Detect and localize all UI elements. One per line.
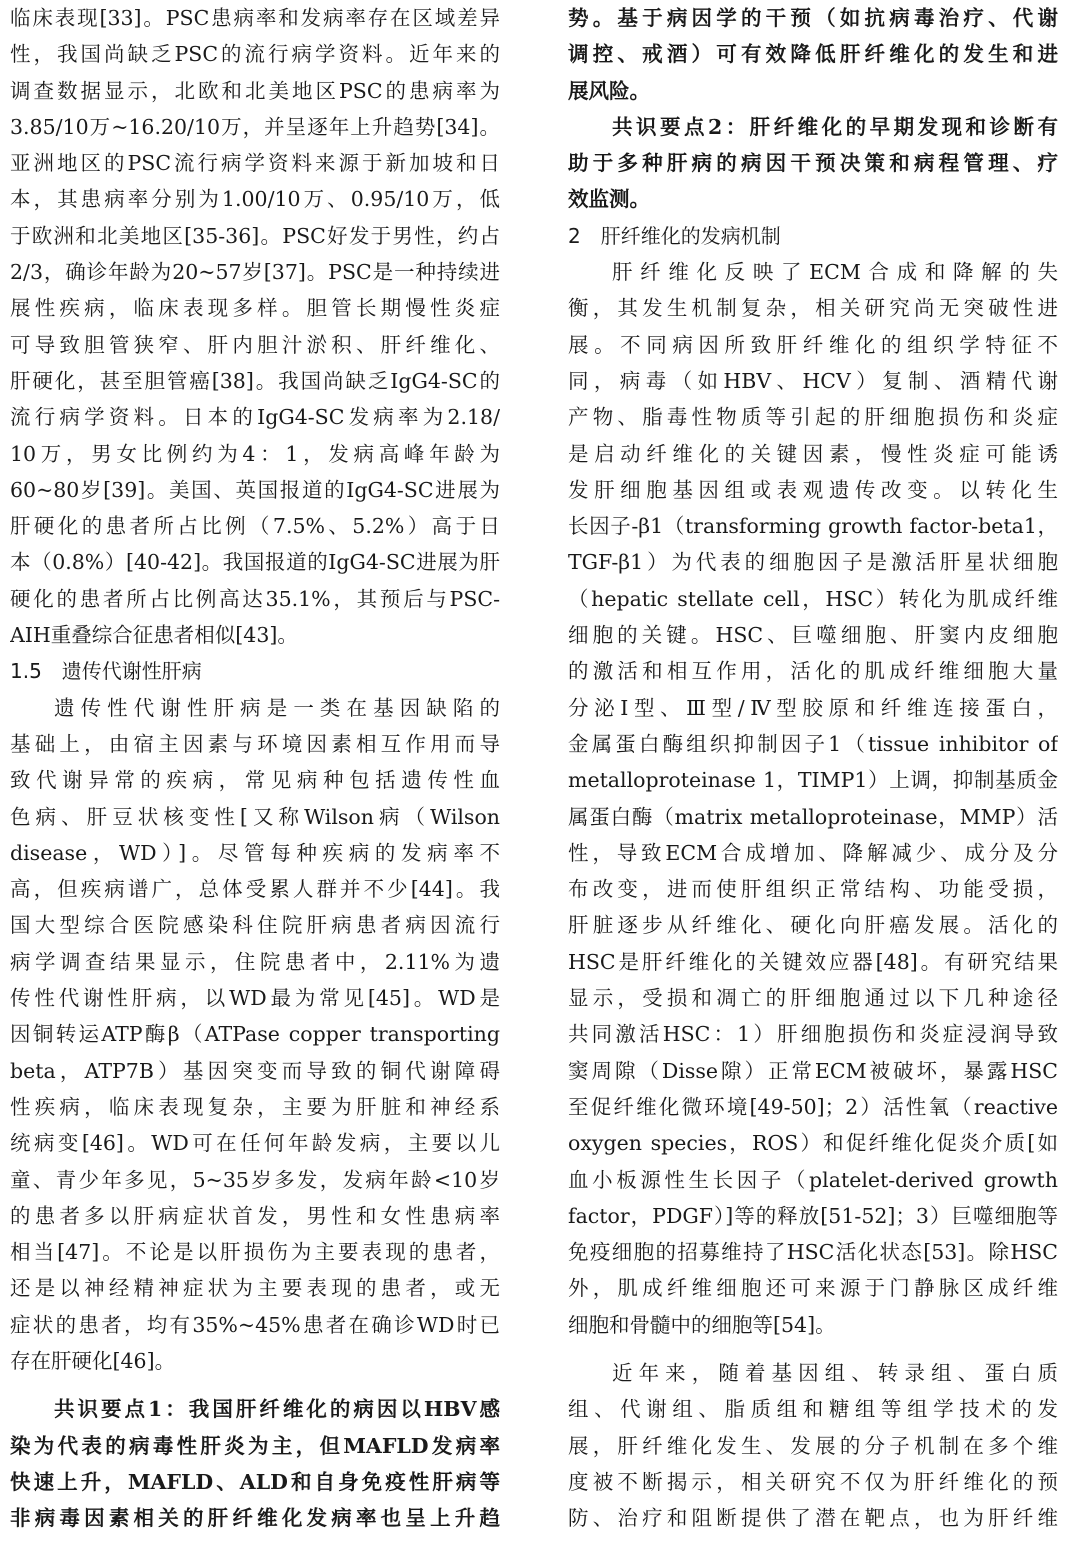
text-line: 分泌Ⅰ型、Ⅲ型/Ⅳ型胶原和纤维连接蛋白， (568, 695, 1058, 720)
text-line: 10万，男女比例约为4：1，发病高峰年龄为 (10, 441, 500, 466)
text-line: 外，肌成纤维细胞还可来源于门静脉区成纤维 (568, 1276, 1058, 1301)
text-line: 属蛋白酶（matrix metalloproteinase，MMP）活 (568, 804, 1058, 829)
text-line: 于欧洲和北美地区[35-36]。PSC好发于男性，约占 (10, 223, 500, 248)
text-line: 展，肝纤维化发生、发展的分子机制在多个维 (568, 1433, 1058, 1458)
text-line: 遗传性代谢性肝病是一类在基因缺陷的 (54, 695, 500, 720)
text-line: 可导致胆管狭窄、肝内胆汁淤积、肝纤维化、 (10, 332, 500, 357)
text-line: 3.85/10万~16.20/10万，并呈逐年上升趋势[34]。 (10, 114, 500, 139)
right-column (568, 0, 1058, 1536)
text-line: 近年来，随着基因组、转录组、蛋白质 (612, 1360, 1058, 1385)
text-line: 存在肝硬化[46]。 (10, 1348, 176, 1373)
consensus-point-1: 势。基于病因学的干预（如抗病毒治疗、代谢 (568, 6, 1058, 30)
text-line: 防、治疗和阻断提供了潜在靶点，也为肝纤维 (568, 1506, 1058, 1531)
text-line: 基础上，由宿主因素与环境因素相互作用而导 (10, 731, 500, 756)
text-line: 调查数据显示，北欧和北美地区PSC的患病率为 (10, 78, 500, 103)
text-line: 显示，受损和凋亡的肝细胞通过以下几种途径 (568, 986, 1058, 1011)
text-line: 产物、脂毒性物质等引起的肝细胞损伤和炎症 (568, 405, 1058, 430)
text-line: 症状的患者，均有35%~45%患者在确诊WD时已 (10, 1312, 500, 1337)
text-line: 同，病毒（如HBV、HCV）复制、酒精代谢 (568, 368, 1058, 393)
text-line: beta，ATP7B）基因突变而导致的铜代谢障碍 (10, 1058, 500, 1083)
text-line: 细胞和骨髓中的细胞等[54]。 (568, 1312, 836, 1337)
text-line: 病学调查结果显示，住院患者中，2.11%为遗 (10, 949, 500, 974)
text-line: AIH重叠综合征患者相似[43]。 (10, 623, 298, 648)
text-line: 肝硬化的患者所占比例（7.5%、5.2%）高于日 (10, 514, 500, 539)
text-line: metalloproteinase 1，TIMP1）上调，抑制基质金 (568, 768, 1058, 793)
text-line: oxygen species，ROS）和促纤维化促炎介质[如 (568, 1131, 1058, 1156)
text-line: 至促纤维化微环境[49-50]；2）活性氧（reactive (568, 1094, 1058, 1119)
spacer (568, 1343, 1058, 1355)
text-line: 发肝细胞基因组或表观遗传改变。以转化生 (568, 477, 1058, 502)
text-line: 性，导致ECM合成增加、降解减少、成分及分 (568, 840, 1058, 865)
text-line: 硬化的患者所占比例高达35.1%，其预后与PSC- (10, 586, 500, 611)
text-line: 肝硬化，甚至胆管癌[38]。我国尚缺乏IgG4-SC的 (10, 368, 500, 393)
consensus-point-1: 快速上升，MAFLD、ALD和自身免疫性肝病等 (10, 1469, 500, 1494)
consensus-point-1: 调控、戒酒）可有效降低肝纤维化的发生和进 (568, 42, 1058, 67)
text-line: 肝纤维化反映了ECM合成和降解的失 (612, 260, 1058, 285)
text-line: 亚洲地区的PSC流行病学资料来源于新加坡和日 (10, 151, 500, 176)
text-line: 金属蛋白酶组织抑制因子1（tissue inhibitor of (568, 731, 1058, 756)
text-line: 的患者多以肝病症状首发，男性和女性患病率 (10, 1203, 500, 1228)
text-line: 展。不同病因所致肝纤维化的组织学特征不 (568, 332, 1058, 357)
text-line: 肝脏逐步从纤维化、硬化向肝癌发展。活化的 (568, 913, 1058, 938)
text-line: 60~80岁[39]。美国、英国报道的IgG4-SC进展为 (10, 477, 500, 502)
text-line: 性疾病，临床表现复杂，主要为肝脏和神经系 (10, 1094, 500, 1119)
left-column (10, 0, 500, 1536)
spacer (10, 1379, 500, 1391)
consensus-point-1: 展风险。 (568, 78, 650, 103)
text-line: 高，但疾病谱广，总体受累人群并不少[44]。我 (10, 877, 500, 902)
text-line: 本（0.8%）[40-42]。我国报道的IgG4-SC进展为肝 (10, 550, 500, 575)
consensus-point-2: 共识要点2：肝纤维化的早期发现和诊断有 (612, 114, 1058, 139)
text-line: 组、代谢组、脂质组和糖组等组学技术的发 (568, 1397, 1058, 1422)
consensus-point-1: 非病毒因素相关的肝纤维化发病率也呈上升趋 (10, 1506, 500, 1531)
text-line: 性，我国尚缺乏PSC的流行病学资料。近年来的 (10, 42, 500, 67)
text-line: 本，其患病率分别为1.00/10万、0.95/10万，低 (10, 187, 500, 212)
text-line: 还是以神经精神症状为主要表现的患者，或无 (10, 1276, 500, 1301)
consensus-point-1: 染为代表的病毒性肝炎为主，但MAFLD发病率 (10, 1433, 500, 1458)
text-line: 传性代谢性肝病，以WD最为常见[45]。WD是 (10, 986, 500, 1011)
text-line: 窦周隙（Disse隙）正常ECM被破坏，暴露HSC (568, 1058, 1058, 1083)
text-line: 血小板源性生长因子（platelet-derived growth (568, 1167, 1058, 1192)
text-line: 展性疾病，临床表现多样。胆管长期慢性炎症 (10, 296, 500, 321)
consensus-point-2: 助于多种肝病的病因干预决策和病程管理、疗 (568, 151, 1058, 176)
consensus-point-2: 效监测。 (568, 187, 650, 212)
text-line: 细胞的关键。HSC、巨噬细胞、肝窦内皮细胞 (568, 623, 1058, 648)
text-line: 流行病学资料。日本的IgG4-SC发病率为2.18/ (10, 405, 500, 430)
text-line: TGF-β1）为代表的细胞因子是激活肝星状细胞 (568, 550, 1058, 575)
text-line: 色病、肝豆状核变性[又称Wilson病（Wilson (10, 804, 500, 829)
text-line: factor，PDGF）]等的释放[51-52]；3）巨噬细胞等 (568, 1203, 1058, 1228)
text-line: 统病变[46]。WD可在任何年龄发病，主要以儿 (10, 1131, 500, 1156)
text-line: 是启动纤维化的关键因素，慢性炎症可能诱 (568, 441, 1058, 466)
text-line: disease，WD）]。尽管每种疾病的发病率不 (10, 840, 500, 865)
text-line: 布改变，进而使肝组织正常结构、功能受损， (568, 877, 1058, 902)
text-line: HSC是肝纤维化的关键效应器[48]。有研究结果 (568, 949, 1058, 974)
text-line: 童、青少年多见，5~35岁多发，发病年龄<10岁 (10, 1167, 500, 1192)
text-line: 相当[47]。不论是以肝损伤为主要表现的患者， (10, 1240, 500, 1265)
text-line: 致代谢异常的疾病，常见病种包括遗传性血 (10, 768, 500, 793)
text-line: 因铜转运ATP酶β（ATPase copper transporting (10, 1022, 500, 1047)
text-line: 衡，其发生机制复杂，相关研究尚无突破性进 (568, 296, 1058, 321)
text-line: （hepatic stellate cell，HSC）转化为肌成纤维 (568, 586, 1058, 611)
text-line: 长因子-β1（transforming growth factor-beta1， (568, 514, 1058, 539)
text-line: 的激活和相互作用，活化的肌成纤维细胞大量 (568, 659, 1058, 684)
text-line: 共同激活HSC：1）肝细胞损伤和炎症浸润导致 (568, 1022, 1058, 1047)
text-line: 临床表现[33]。PSC患病率和发病率存在区域差异 (10, 6, 500, 30)
text-line: 2/3，确诊年龄为20~57岁[37]。PSC是一种持续进 (10, 260, 500, 285)
text-line: 免疫细胞的招募维持了HSC活化状态[53]。除HSC (568, 1240, 1058, 1265)
consensus-point-1: 共识要点1：我国肝纤维化的病因以HBV感 (54, 1397, 500, 1422)
text-line: 度被不断揭示，相关研究不仅为肝纤维化的预 (568, 1469, 1058, 1494)
section-heading: 2 肝纤维化的发病机制 (568, 223, 781, 248)
text-line: 国大型综合医院感染科住院肝病患者病因流行 (10, 913, 500, 938)
section-heading: 1.5 遗传代谢性肝病 (10, 659, 202, 684)
